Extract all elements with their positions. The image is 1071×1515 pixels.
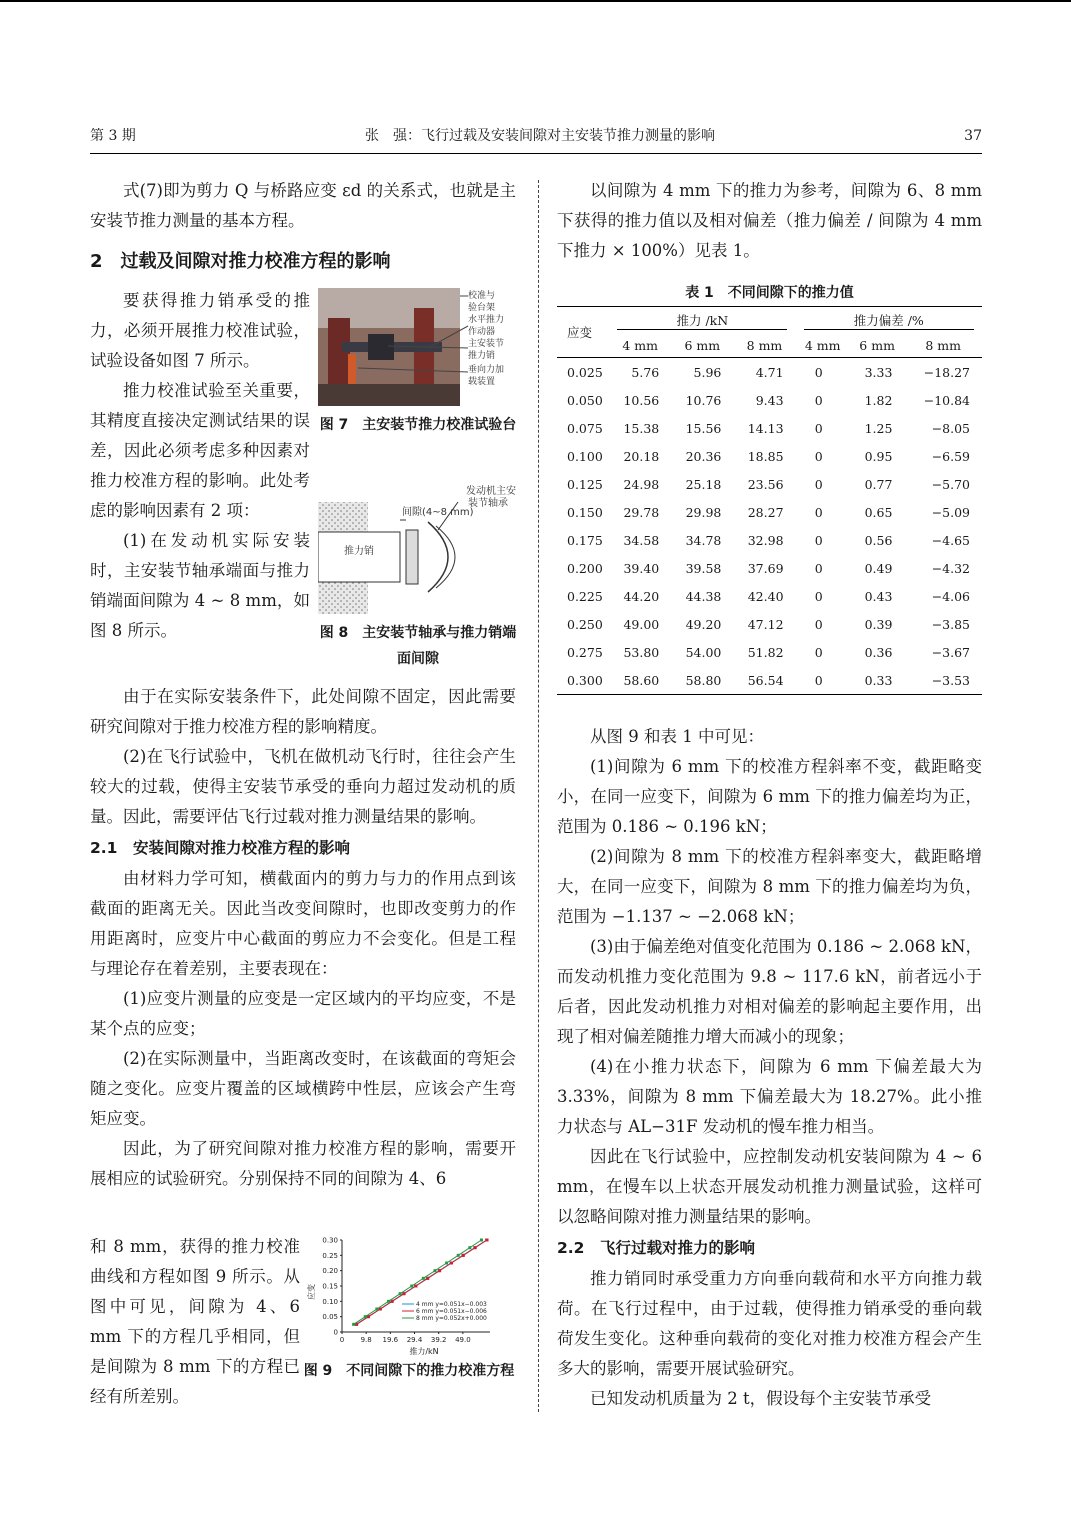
table-cell: 3.33 bbox=[864, 364, 893, 380]
table-cell: −18.27 bbox=[923, 364, 970, 380]
table-cell: 34.78 bbox=[685, 532, 722, 548]
paragraph: 从图 9 和表 1 中可见： bbox=[590, 727, 764, 746]
column-separator bbox=[538, 180, 539, 1412]
table-cell: 0 bbox=[814, 644, 823, 660]
section-heading-2: 2 过载及间隙对推力校准方程的影响 bbox=[90, 251, 391, 272]
table-cell: 15.56 bbox=[685, 420, 722, 436]
chart-x-label: 推力/kN bbox=[409, 1347, 439, 1356]
fig8-label: 发动机主安 bbox=[466, 486, 516, 497]
fig7-label: 水平推力 bbox=[468, 315, 505, 325]
fig7-label: 垂向力加 bbox=[468, 365, 505, 375]
y-tick-label: 0 bbox=[333, 1328, 338, 1337]
y-tick-label: 0.05 bbox=[322, 1313, 338, 1322]
fig7-label: 载装置 bbox=[468, 377, 496, 387]
table-1-body bbox=[557, 358, 982, 695]
data-point bbox=[403, 1292, 406, 1295]
table-cell: 4.71 bbox=[755, 364, 784, 380]
x-tick-label: 29.4 bbox=[406, 1336, 423, 1344]
table-cell: 0 bbox=[814, 560, 823, 576]
table-cell: −6.59 bbox=[931, 448, 970, 464]
table-cell: 0 bbox=[814, 588, 823, 604]
table-subheader: 8 mm bbox=[733, 333, 795, 358]
paragraph: (3)由于偏差绝对值变化范围为 0.186 ~ 2.068 kN，而发动机推力变化范围为 9.8 ~ 117.6 kN，前者远小于后者，因此发动机推力对相对偏差的影响起主要作用，出现了相对偏差随推力增大而减小的现象； bbox=[557, 937, 982, 1046]
figure-9 bbox=[304, 1232, 518, 1356]
figure-9-caption: 图 9 不同间隙下的推力校准方程 bbox=[303, 1363, 515, 1379]
table-subheader: 4 mm bbox=[609, 333, 671, 358]
table-cell: 29.98 bbox=[685, 504, 722, 520]
table-cell: 54.00 bbox=[685, 644, 722, 660]
paragraph: 推力销同时承受重力方向垂向载荷和水平方向推力载荷。在飞行过程中，由于过载，使得推力销承受的垂向载荷发生变化。这种垂向载荷的变化对推力校准方程会产生多大的影响，需要开展试验研究。 bbox=[557, 1269, 982, 1378]
table-cell: 56.54 bbox=[747, 672, 784, 688]
table-row bbox=[557, 386, 982, 414]
table-cell: 29.78 bbox=[623, 504, 660, 520]
calibration-chart bbox=[304, 1232, 518, 1356]
table-cell: 20.36 bbox=[685, 448, 722, 464]
paragraph: (4)在小推力状态下，间隙为 6 mm 下偏差最大为 3.33%，间隙为 8 mm 下偏差最大为 18.27%。此小推力状态与 AL−31F 发动机的慢车推力相当。 bbox=[557, 1057, 982, 1136]
data-point bbox=[426, 1277, 429, 1280]
paragraph: 因此，为了研究间隙对推力校准方程的影响，需要开展相应的试验研究。分别保持不同的间隙为 4、6 bbox=[90, 1139, 516, 1188]
table-cell: 5.76 bbox=[631, 364, 660, 380]
paragraph: 因此在飞行试验中，应控制发动机安装间隙为 4 ~ 6 mm，在慢车以上状态开展发动机推力测量试验，这样可以忽略间隙对推力测量结果的影响。 bbox=[557, 1147, 982, 1226]
table-cell: 28.27 bbox=[747, 504, 784, 520]
paragraph: 由材料力学可知，横截面内的剪力与力的作用点到该截面的距离无关。因此当改变间隙时，也即改变剪力的作用距离时，应变片中心截面的剪应力不会变化。但是工程与理论存在着差别，主要表现在： bbox=[90, 869, 516, 978]
data-point bbox=[364, 1315, 367, 1318]
table-cell: 0.150 bbox=[567, 504, 603, 520]
table-cell: 44.38 bbox=[685, 588, 722, 604]
chart-y-label: 应变 bbox=[307, 1284, 316, 1300]
table-subheader: 8 mm bbox=[904, 333, 982, 358]
fig8-label: 装节轴承 bbox=[468, 498, 508, 509]
issue-number: 第 3 期 bbox=[90, 128, 136, 144]
table-cell: 0 bbox=[814, 532, 823, 548]
table-cell: 0 bbox=[814, 504, 823, 520]
table-cell: 0.65 bbox=[864, 504, 893, 520]
table-cell: 0.49 bbox=[864, 560, 893, 576]
data-point bbox=[433, 1269, 436, 1272]
table-header-deviation bbox=[796, 307, 982, 334]
paragraph: 推力校准试验至关重要，其精度直接决定测试结果的误差，因此必须考虑多种因素对推力校准方程的影响。此处考虑的影响因素有 2 项： bbox=[90, 381, 310, 520]
table-cell: 51.82 bbox=[747, 644, 784, 660]
table-row bbox=[557, 358, 982, 387]
table-row bbox=[557, 638, 982, 666]
table-cell: 32.98 bbox=[747, 532, 784, 548]
table-row bbox=[557, 526, 982, 554]
table-cell: 42.40 bbox=[747, 588, 784, 604]
data-point bbox=[387, 1300, 390, 1303]
table-cell: 15.38 bbox=[623, 420, 660, 436]
table-cell: −4.06 bbox=[931, 588, 970, 604]
table-cell: 0.075 bbox=[567, 420, 603, 436]
table-cell: 47.12 bbox=[747, 616, 784, 632]
data-point bbox=[486, 1239, 489, 1242]
fig8-label: 推力销 bbox=[344, 546, 374, 557]
table-cell: −10.84 bbox=[923, 392, 970, 408]
table-cell: −3.53 bbox=[931, 672, 970, 688]
fig8-label: 间隙(4~8 mm) bbox=[402, 507, 474, 518]
table-cell: 37.69 bbox=[747, 560, 784, 576]
table-row bbox=[557, 414, 982, 442]
table-cell: 0 bbox=[814, 420, 823, 436]
table-cell: 9.43 bbox=[755, 392, 784, 408]
table-cell: 53.80 bbox=[623, 644, 660, 660]
table-cell: 0.300 bbox=[567, 672, 603, 688]
paragraph: (2)间隙为 8 mm 下的校准方程斜率变大，截距略增大，在同一应变下，间隙为 8 mm 下的推力偏差均为负，范围为 −1.137 ~ −2.068 kN； bbox=[557, 847, 982, 926]
table-cell: 0 bbox=[814, 672, 823, 688]
table-1 bbox=[557, 306, 982, 695]
figure-8-caption: 图 8 主安装节轴承与推力销端面间隙 bbox=[319, 625, 517, 667]
fig7-label: 验台架 bbox=[468, 303, 496, 313]
paragraph: (1)应变片测量的应变是一定区域内的平均应变，不是某个点的应变； bbox=[90, 989, 516, 1038]
fig7-label: 主安装节 bbox=[468, 339, 505, 349]
table-cell: 0.175 bbox=[567, 532, 603, 548]
table-row bbox=[557, 442, 982, 470]
paragraph: (1)在发动机实际安装时，主安装节轴承端面与推力销端面间隙为 4 ~ 8 mm，如图 8 所示。 bbox=[90, 531, 310, 640]
paragraph: 以间隙为 4 mm 下的推力为参考，间隙为 6、8 mm 下获得的推力值以及相对偏差（推力偏差 / 间隙为 4 mm 下推力 × 100%）见表 1。 bbox=[557, 181, 982, 260]
data-point bbox=[474, 1246, 477, 1249]
table-row bbox=[557, 666, 982, 695]
table-header-deviation-label: 推力偏差 /% bbox=[804, 311, 974, 330]
paragraph: 式(7)即为剪力 Q 与桥路应变 εd 的关系式，也就是主安装节推力测量的基本方程。 bbox=[90, 181, 516, 230]
paragraph: (2)在飞行试验中，飞机在做机动飞行时，往往会产生较大的过载，使得主安装节承受的垂向力超过发动机的质量。因此，需要评估飞行过载对推力测量结果的影响。 bbox=[90, 747, 516, 826]
table-cell: 24.98 bbox=[623, 476, 660, 492]
table-cell: −8.05 bbox=[931, 420, 970, 436]
figure-7-caption: 图 7 主安装节推力校准试验台 bbox=[319, 417, 517, 433]
table-header-thrust-label: 推力 /kN bbox=[617, 311, 787, 330]
figure-7 bbox=[318, 288, 518, 406]
legend-entry: 8 mm y=0.052x+0.000 bbox=[416, 1315, 487, 1322]
table-row bbox=[557, 554, 982, 582]
table-cell: 0.33 bbox=[864, 672, 893, 688]
table-cell: 0.36 bbox=[864, 644, 893, 660]
legend-entry: 6 mm y=0.051x−0.006 bbox=[416, 1308, 487, 1315]
table-cell: 23.56 bbox=[747, 476, 784, 492]
figure-8 bbox=[318, 482, 518, 614]
table-cell: 0 bbox=[814, 392, 823, 408]
table-cell: −3.85 bbox=[931, 616, 970, 632]
table-cell: 0.275 bbox=[567, 644, 603, 660]
y-tick-label: 0.20 bbox=[322, 1267, 338, 1276]
x-tick-label: 39.2 bbox=[430, 1336, 447, 1344]
table-row bbox=[557, 610, 982, 638]
right-column-top bbox=[557, 176, 982, 266]
table-cell: 0.025 bbox=[567, 364, 603, 380]
table-cell: 0.77 bbox=[864, 476, 893, 492]
table-cell: 44.20 bbox=[623, 588, 660, 604]
table-cell: 0.43 bbox=[864, 588, 893, 604]
table-cell: 58.80 bbox=[685, 672, 722, 688]
x-tick-label: 0 bbox=[339, 1336, 345, 1344]
subsection-heading-2-1: 2.1 安装间隙对推力校准方程的影响 bbox=[90, 839, 350, 857]
y-tick-label: 0.10 bbox=[322, 1297, 338, 1306]
data-point bbox=[468, 1246, 471, 1249]
running-title: 张 强：飞行过载及安装间隙对主安装节推力测量的影响 bbox=[365, 128, 715, 144]
running-header bbox=[90, 126, 982, 148]
table-subheader: 4 mm bbox=[796, 333, 850, 358]
table-row bbox=[557, 470, 982, 498]
table-cell: 0.56 bbox=[864, 532, 893, 548]
fig7-label: 作动器 bbox=[468, 327, 496, 337]
fig7-label: 校准与 bbox=[468, 291, 496, 301]
table-cell: 0.100 bbox=[567, 448, 603, 464]
y-tick-label: 0.30 bbox=[322, 1236, 338, 1245]
data-point bbox=[410, 1285, 413, 1288]
table-cell: 0 bbox=[814, 616, 823, 632]
table-cell: 49.20 bbox=[685, 616, 722, 632]
table-row bbox=[557, 582, 982, 610]
left-column-wrap bbox=[90, 286, 310, 646]
table-cell: 0.39 bbox=[864, 616, 893, 632]
table-cell: 0 bbox=[814, 448, 823, 464]
right-column-bottom bbox=[557, 722, 982, 1414]
data-point bbox=[399, 1292, 402, 1295]
paragraph: 已知发动机质量为 2 t，假设每个主安装节承受 bbox=[590, 1389, 932, 1408]
y-tick-label: 0.25 bbox=[322, 1251, 338, 1260]
table-cell: 49.00 bbox=[623, 616, 660, 632]
x-tick-label: 49.0 bbox=[455, 1336, 471, 1344]
table-cell: −3.67 bbox=[931, 644, 970, 660]
table-cell: 0.050 bbox=[567, 392, 603, 408]
data-point bbox=[445, 1262, 448, 1265]
top-border bbox=[0, 0, 1071, 2]
table-cell: 39.40 bbox=[623, 560, 660, 576]
data-point bbox=[480, 1239, 483, 1242]
table-cell: 58.60 bbox=[623, 672, 660, 688]
data-point bbox=[391, 1300, 394, 1303]
gap-diagram bbox=[318, 482, 518, 614]
left-column-mid bbox=[90, 682, 516, 1194]
table-header-thrust bbox=[609, 307, 795, 334]
left-column-bottom bbox=[90, 1232, 300, 1412]
left-column-top bbox=[90, 176, 516, 280]
paragraph: (1)间隙为 6 mm 下的校准方程斜率不变，截距略变小，在同一应变下，间隙为 6 mm 下的推力偏差均为正，范围为 0.186 ~ 0.196 kN； bbox=[557, 757, 982, 836]
table-cell: 10.76 bbox=[685, 392, 722, 408]
table-cell: 10.56 bbox=[623, 392, 660, 408]
x-tick-label: 19.6 bbox=[382, 1336, 399, 1344]
fig7-label: 推力销 bbox=[468, 351, 496, 361]
table-cell: 1.25 bbox=[864, 420, 893, 436]
table-header-strain: 应变 bbox=[557, 307, 609, 358]
table-cell: 20.18 bbox=[623, 448, 660, 464]
table-cell: 25.18 bbox=[685, 476, 722, 492]
paragraph: 和 8 mm，获得的推力校准曲线和方程如图 9 所示。从图中可见，间隙为 4、6 mm 下的方程几乎相同，但是间隙为 8 mm 下的方程已经有所差别。 bbox=[90, 1237, 300, 1406]
table-cell: 5.96 bbox=[693, 364, 722, 380]
table-row bbox=[557, 498, 982, 526]
table-cell: 14.13 bbox=[747, 420, 784, 436]
table-cell: 0.250 bbox=[567, 616, 603, 632]
data-point bbox=[450, 1262, 453, 1265]
chart-ticks bbox=[322, 1237, 470, 1345]
table-1-title: 表 1 不同间隙下的推力值 bbox=[685, 285, 854, 301]
chart-legend bbox=[402, 1301, 487, 1322]
table-cell: 0.95 bbox=[864, 448, 893, 464]
table-cell: 18.85 bbox=[747, 448, 784, 464]
data-point bbox=[422, 1277, 425, 1280]
table-cell: 39.58 bbox=[685, 560, 722, 576]
header-rule bbox=[90, 153, 982, 154]
data-point bbox=[352, 1323, 355, 1326]
data-point bbox=[462, 1254, 465, 1257]
page-number: 37 bbox=[964, 128, 982, 144]
table-cell: 0.200 bbox=[567, 560, 603, 576]
table-cell: 34.58 bbox=[623, 532, 660, 548]
table-cell: 1.82 bbox=[864, 392, 893, 408]
legend-entry: 4 mm y=0.051x−0.003 bbox=[416, 1301, 487, 1308]
table-cell: −4.32 bbox=[931, 560, 970, 576]
table-cell: −5.70 bbox=[931, 476, 970, 492]
paragraph: 要获得推力销承受的推力，必须开展推力校准试验，试验设备如图 7 所示。 bbox=[90, 291, 310, 370]
test-rig-photo bbox=[318, 288, 518, 406]
subsection-heading-2-2: 2.2 飞行过载对推力的影响 bbox=[557, 1239, 755, 1257]
table-cell: 0.225 bbox=[567, 588, 603, 604]
table-cell: −4.65 bbox=[931, 532, 970, 548]
table-cell: 0 bbox=[814, 364, 823, 380]
table-subheader: 6 mm bbox=[850, 333, 905, 358]
table-cell: 0 bbox=[814, 476, 823, 492]
data-point bbox=[414, 1285, 417, 1288]
y-tick-label: 0.15 bbox=[322, 1282, 338, 1291]
data-point bbox=[438, 1269, 441, 1272]
data-point bbox=[375, 1308, 378, 1311]
x-tick-label: 9.8 bbox=[360, 1336, 372, 1344]
table-cell: −5.09 bbox=[931, 504, 970, 520]
table-subheader: 6 mm bbox=[671, 333, 733, 358]
paragraph: (2)在实际测量中，当距离改变时，在该截面的弯矩会随之变化。应变片覆盖的区域横跨中性层，应该会产生弯矩应变。 bbox=[90, 1049, 516, 1128]
data-point bbox=[457, 1254, 460, 1257]
paragraph: 由于在实际安装条件下，此处间隙不固定，因此需要研究间隙对于推力校准方程的影响精度。 bbox=[90, 687, 516, 736]
table-cell: 0.125 bbox=[567, 476, 603, 492]
